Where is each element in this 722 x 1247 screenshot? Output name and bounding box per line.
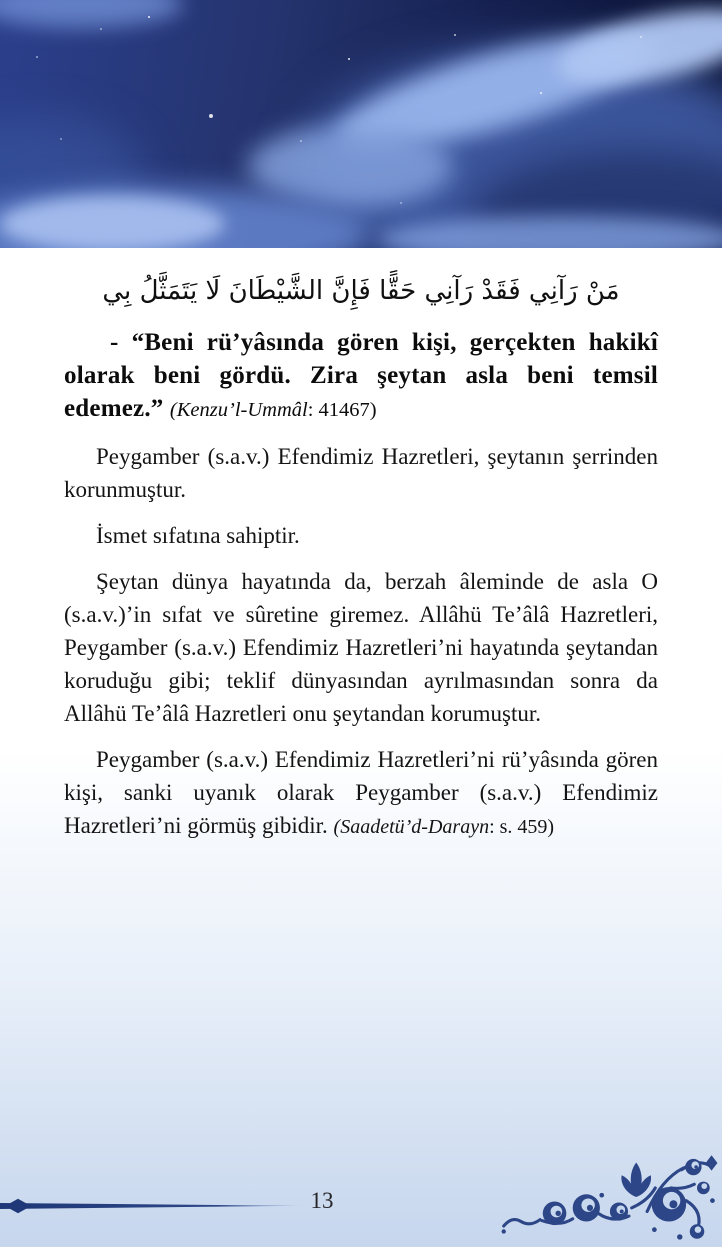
body-paragraph: Şeytan dünya hayatında da, berzah âleminde de asla O (s.a.v.)’in sıfat ve sûretine giremez. Allâhü Te’âlâ Hazretleri, Peygamber (s.a.v.) Efendimiz Hazretleri’ni hayatında şeytandan koruduğu gibi; teklif dünyasından ayrılmasından sonra da Allâhü Te’âlâ Hazretleri onu şeytandan korumuştur. (64, 569, 658, 726)
cloud (0, 0, 183, 28)
citation-source-name: (Kenzu’l-Ummâl (169, 399, 308, 421)
citation-source-ref: : s. 459) (489, 816, 555, 838)
hadith-translation (64, 326, 658, 427)
body-paragraph: Peygamber (s.a.v.) Efendimiz Hazretleri, şeytanın şerrinden korunmuştur. (64, 444, 658, 502)
hadith-arabic-text: مَنْ رَآنِي فَقَدْ رَآنِي حَقًّا فَإِنَّ الشَّيْطَانَ لَا يَتَمَثَّلُ بِي (102, 276, 620, 306)
floral-ornament-icon (498, 1148, 720, 1246)
body-paragraph (64, 743, 658, 844)
cloud (0, 196, 225, 248)
paragraph-citation (334, 816, 555, 838)
page-text (0, 248, 722, 844)
hadith-citation (170, 399, 377, 421)
citation-source-ref: : 41467) (307, 399, 377, 421)
body-paragraph: İsmet sıfatına sahiptir. (96, 523, 300, 548)
page-number: 13 (310, 1188, 334, 1213)
citation-source-name: (Saadetü’d-Darayn (333, 816, 490, 838)
stars (148, 16, 150, 18)
hadith-translation-text: - “Beni rü’yâsında gören kişi, gerçekten hakikî olarak beni gördü. Zira şeytan asla beni temsil edemez.” (64, 329, 658, 422)
night-sky-image (0, 0, 722, 248)
body-paragraph-text: Peygamber (s.a.v.) Efendimiz Hazretleri’ni rü’yâsında gören kişi, sanki uyanık olarak Peygamber (s.a.v.) Efendimiz Hazretleri’ni görmüş gibidir. (64, 747, 658, 838)
